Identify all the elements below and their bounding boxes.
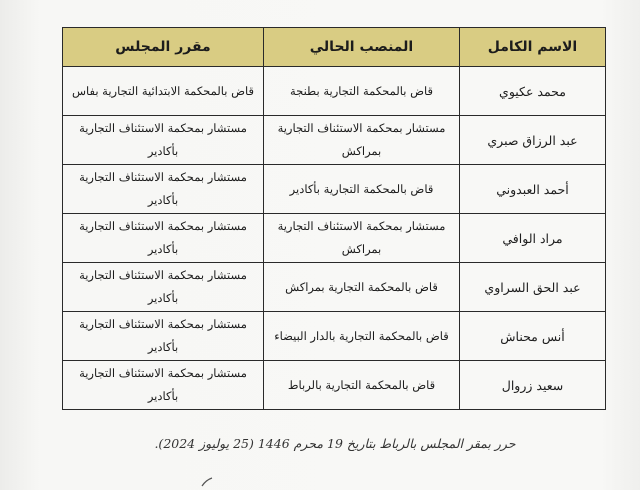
- table-row: [63, 214, 606, 263]
- cell-full-name: مراد الوافي: [460, 214, 606, 263]
- cell-council-seat: قاض بالمحكمة الابتدائية التجارية بفاس: [63, 67, 264, 116]
- cell-full-name: محمد عكيوي: [460, 67, 606, 116]
- header-full-name: الاسم الكامل: [460, 28, 606, 67]
- table-row: [63, 165, 606, 214]
- table-row: [63, 116, 606, 165]
- cell-current-post: قاض بالمحكمة التجارية بأكادير: [264, 165, 460, 214]
- cell-full-name: سعيد زروال: [460, 361, 606, 410]
- cell-current-post: قاض بالمحكمة التجارية بمراكش: [264, 263, 460, 312]
- cell-current-post: قاض بالمحكمة التجارية بطنجة: [264, 67, 460, 116]
- cell-council-seat: مستشار بمحكمة الاستئناف التجارية بأكادير: [63, 263, 264, 312]
- table-header-row: [63, 28, 606, 67]
- signature-stroke-icon: [200, 476, 214, 488]
- issuance-note: حرر بمقر المجلس بالرباط بتاريخ 19 محرم 1446 (25 يوليوز 2024).: [154, 436, 516, 451]
- cell-current-post: مستشار بمحكمة الاستئناف التجارية بمراكش: [264, 214, 460, 263]
- cell-current-post: قاض بالمحكمة التجارية بالرباط: [264, 361, 460, 410]
- cell-current-post: مستشار بمحكمة الاستئناف التجارية بمراكش: [264, 116, 460, 165]
- cell-full-name: أنس محناش: [460, 312, 606, 361]
- cell-full-name: أحمد العبدوني: [460, 165, 606, 214]
- cell-council-seat: مستشار بمحكمة الاستئناف التجارية بأكادير: [63, 214, 264, 263]
- cell-full-name: عبد الرزاق صبري: [460, 116, 606, 165]
- cell-council-seat: مستشار بمحكمة الاستئناف التجارية بأكادير: [63, 361, 264, 410]
- table-row: [63, 312, 606, 361]
- cell-current-post: قاض بالمحكمة التجارية بالدار البيضاء: [264, 312, 460, 361]
- table-row: [63, 67, 606, 116]
- cell-full-name: عبد الحق السراوي: [460, 263, 606, 312]
- header-current-post: المنصب الحالي: [264, 28, 460, 67]
- cell-council-seat: مستشار بمحكمة الاستئناف التجارية بأكادير: [63, 312, 264, 361]
- cell-council-seat: مستشار بمحكمة الاستئناف التجارية بأكادير: [63, 116, 264, 165]
- assignments-table: [62, 27, 606, 410]
- header-council-seat: مقرر المجلس: [63, 28, 264, 67]
- cell-council-seat: مستشار بمحكمة الاستئناف التجارية بأكادير: [63, 165, 264, 214]
- table-row: [63, 263, 606, 312]
- table-row: [63, 361, 606, 410]
